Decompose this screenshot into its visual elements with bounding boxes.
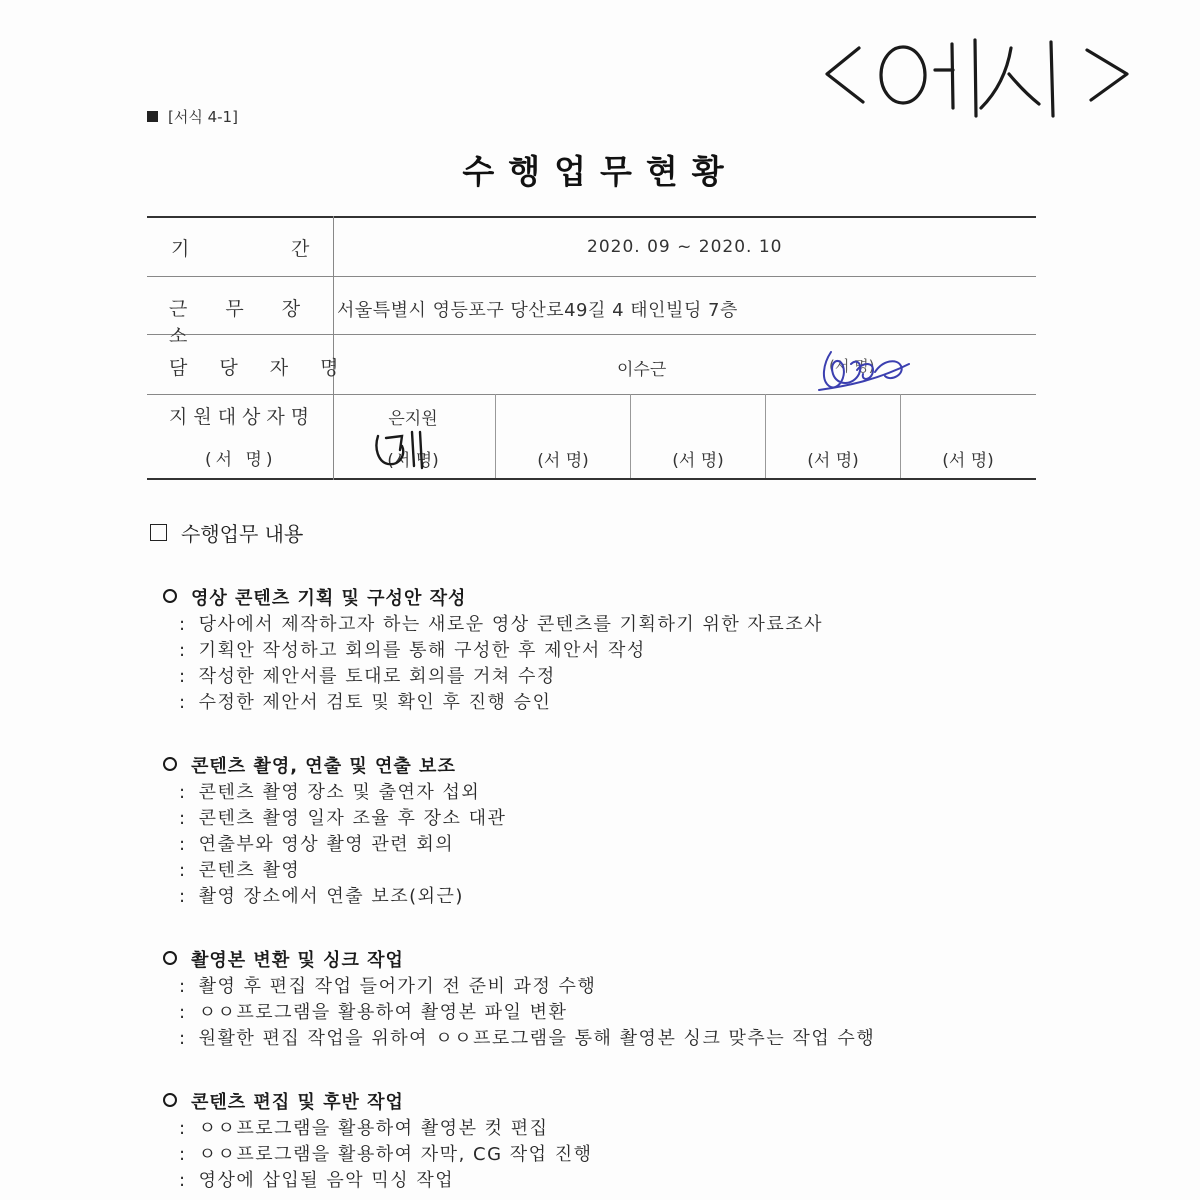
list-item: : 콘텐츠 촬영 [179, 860, 301, 881]
table-bottom-rule [147, 478, 1036, 480]
handwritten-annotation [815, 30, 1145, 120]
task-group-3 [163, 948, 1063, 1052]
workplace-value: 서울특별시 영등포구 당산로49길 4 태인빌딩 7층 [337, 300, 738, 321]
task-title: 촬영본 변환 및 싱크 작업 [163, 948, 1063, 974]
annotation-handwriting-icon [815, 30, 1145, 120]
table-divider [333, 216, 334, 480]
list-item: : 기획안 작성하고 회의를 통해 구성한 후 제안서 작성 [179, 640, 646, 661]
list-item: : ㅇㅇ프로그램을 활용하여 자막, CG 작업 진행 [179, 1144, 593, 1165]
supported-name-1: 은지원 [388, 409, 438, 429]
circle-bullet-icon [163, 1093, 177, 1107]
list-item: : ㅇㅇ프로그램을 활용하여 촬영본 컷 편집 [179, 1118, 549, 1139]
list-item: : 콘텐츠 촬영 일자 조율 후 장소 대관 [179, 808, 507, 829]
manager-sign-placeholder: (서 명) [829, 357, 875, 375]
circle-bullet-icon [163, 757, 177, 771]
table-rule [147, 276, 1036, 277]
checkbox-square-icon [150, 524, 167, 541]
task-title: 영상 콘텐츠 기획 및 구성안 작성 [163, 586, 1063, 612]
list-item: : 촬영 후 편집 작업 들어가기 전 준비 과정 수행 [179, 976, 597, 997]
supported-sign-1: (서 명) [387, 451, 439, 471]
supported-sub-label: (서 명) [205, 450, 277, 470]
task-title: 콘텐츠 촬영, 연출 및 연출 보조 [163, 754, 1063, 780]
workplace-label: 근 무 장 소 [169, 298, 317, 347]
manager-signature-icon [817, 340, 917, 400]
period-value: 2020. 09 ~ 2020. 10 [587, 237, 783, 257]
list-item: : ㅇㅇ프로그램을 활용하여 촬영본 파일 변환 [179, 1002, 568, 1023]
task-title: 콘텐츠 편집 및 후반 작업 [163, 1090, 1063, 1116]
manager-label: 담 당 자 명 [169, 357, 352, 379]
list-item: : 연출부와 영상 촬영 관련 회의 [179, 834, 455, 855]
task-group-4 [163, 1090, 1063, 1194]
table-top-rule [147, 216, 1036, 218]
supported-sign-3: (서 명) [672, 451, 724, 471]
list-item: : 콘텐츠 촬영 장소 및 출연자 섭외 [179, 782, 481, 803]
section-heading-text: 수행업무 내용 [181, 522, 304, 546]
supported-sign-2: (서 명) [537, 451, 589, 471]
document-page: [서식 4-1] 수행업무현황 기 간 2020. 09 ~ 2020. 10 근 무 장 소 서울특별시 영등포구 당산로49길 4 태인빌딩 7층 담 당 자 명 이수근 (서 명) 지원대상자명 (서 명) 은지원 (서 명) (서 명) (서 명) (서 명) (서 명) 수행업무 내용 영상 콘텐츠 기획 및 구성안 작성 : 당사에서 제작하고자 하는 새로운 영상 콘텐츠를 기획하기 위한 자료조사 : 기획안 작성하고 회의를 통해 구성한 후 제안서 작성 : 작성한 제안서를 토대로 회의를 거쳐 수정 : 수정한 제안서 검토 및 확인 후 진행 승인 콘텐츠 촬영, 연출 및 연출 보조 : 콘텐츠 촬영 장소 및 출연자 섭외 : 콘텐츠 촬영 일자 조율 후 장소 대관 : 연출부와 영상 촬영 관련 회의 : 콘텐츠 촬영 : 촬영 장소에서 연출 보조(외근) 촬영본 변환 및 싱크 작업 : 촬영 후 편집 작업 들어가기 전 준비 과정 수행 : ㅇㅇ프로그램을 활용하여 촬영본 파일 변환 : 원활한 편집 작업을 위하여 ㅇㅇ프로그램을 통해 촬영본 싱크 맞추는 작업 수행 콘텐츠 편집 및 후반 작업 : ㅇㅇ프로그램을 활용하여 촬영본 컷 편집 : ㅇㅇ프로그램을 활용하여 자막, CG 작업 진행 : 영상에 삽입될 음악 믹싱 작업 [0, 0, 1200, 1200]
form-code-label: [서식 4-1] [168, 108, 238, 126]
manager-name: 이수근 [617, 360, 667, 380]
list-item: : 영상에 삽입될 음악 믹싱 작업 [179, 1170, 455, 1191]
task-group-2 [163, 754, 1063, 910]
circle-bullet-icon [163, 951, 177, 965]
task-group-1 [163, 586, 1063, 716]
square-bullet-icon [147, 111, 158, 122]
supported-sign-5: (서 명) [942, 451, 994, 471]
page-title: 수행업무현황 [462, 152, 738, 191]
list-item: : 수정한 제안서 검토 및 확인 후 진행 승인 [179, 692, 552, 713]
supported-signature-icon [372, 428, 432, 476]
list-item: : 당사에서 제작하고자 하는 새로운 영상 콘텐츠를 기획하기 위한 자료조사 [179, 614, 823, 635]
list-item: : 원활한 편집 작업을 위하여 ㅇㅇ프로그램을 통해 촬영본 싱크 맞추는 작업 수행 [179, 1028, 876, 1049]
form-code [147, 106, 238, 127]
supported-label: 지원대상자명 [169, 406, 316, 428]
circle-bullet-icon [163, 589, 177, 603]
list-item: : 작성한 제안서를 토대로 회의를 거쳐 수정 [179, 666, 556, 687]
section-heading [150, 518, 303, 547]
list-item: : 촬영 장소에서 연출 보조(외근) [179, 886, 464, 907]
supported-sign-4: (서 명) [807, 451, 859, 471]
